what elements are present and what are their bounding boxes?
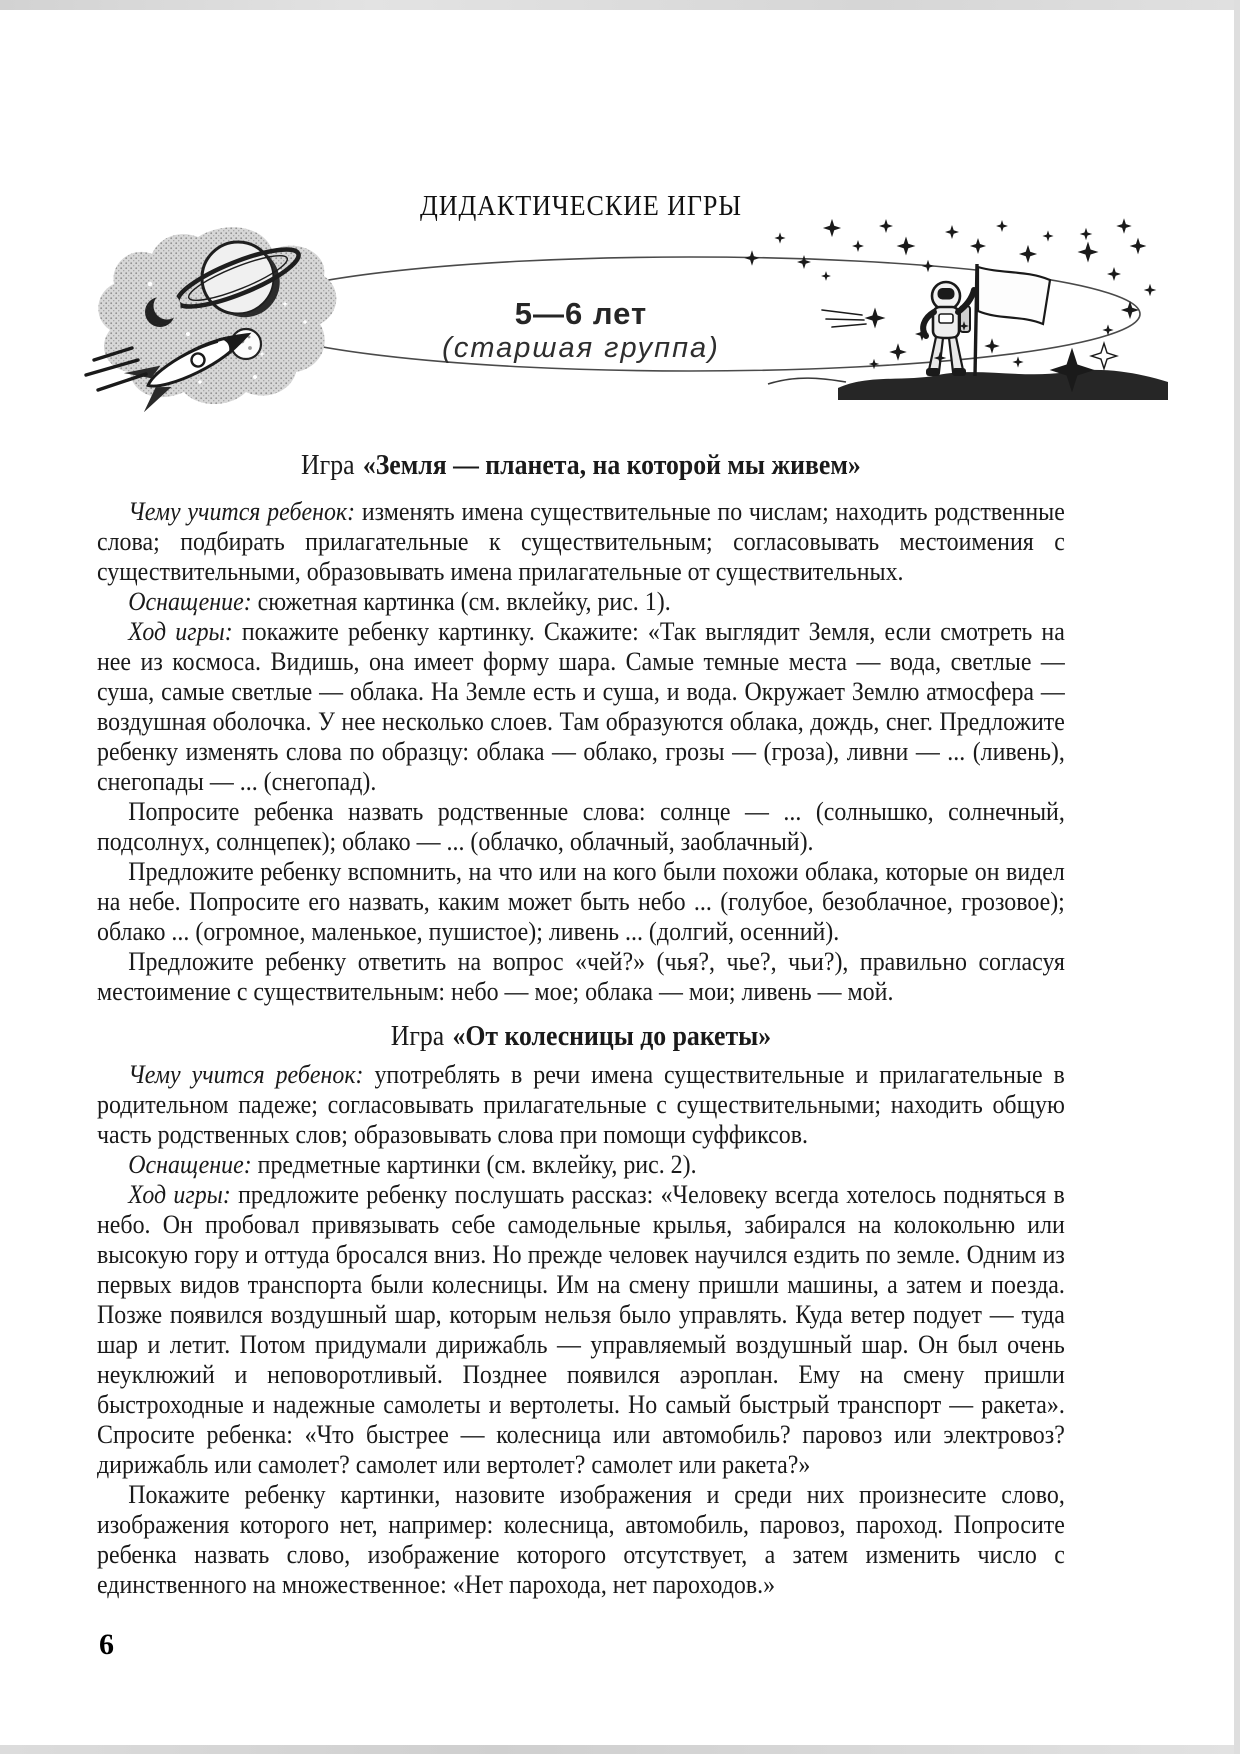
game2-heading-title: «От колесницы до ракеты» [452, 1021, 772, 1052]
paragraph [97, 587, 1065, 617]
paragraph [97, 497, 1065, 587]
paragraph-text: изменять имена существительные по числам; находить родственные слова; подбирать прилагательные к существительным; согласовывать местоимения с существительными, образовывать имена прилагательные от существительных. [97, 497, 1065, 586]
paragraph [97, 617, 1065, 797]
game2-heading-prefix: Игра [390, 1021, 445, 1052]
paragraph [97, 1180, 1065, 1480]
scan-edge-top [0, 0, 1240, 10]
body-text [97, 450, 1065, 1600]
banner-group-label: (старшая группа) [442, 332, 720, 364]
paragraph-text: Предложите ребенку вспомнить, на что или на кого были похожи облака, которые он видел на небе. Попросите его назвать, каким может быть небо ... (голубое, безоблачное, грозовое); облако ... (огромное, маленькое, пушистое); ливень ... (долгий, осенний). [97, 857, 1065, 946]
paragraph-lead: Чему учится ребенок: [128, 497, 356, 526]
paragraph-text: сюжетная картинка (см. вклейку, рис. 1). [251, 587, 671, 616]
banner-age-label: 5—6 лет [514, 296, 648, 331]
paragraph [97, 947, 1065, 1007]
paragraph-text: предложите ребенку послушать рассказ: «Человеку всегда хотелось подняться в небо. Он пробовал привязывать себе самодельные крылья, забирался на колокольню или высокую гору и оттуда бросался вниз. Но прежде человек научился ездить по земле. Одним из первых видов транспорта были колесницы. Им на смену пришли машины, а затем и поезда. Позже появился воздушный шар, которым нельзя было управлять. Куда ветер подует — туда шар и летит. Потом придумали дирижабль — управляемый воздушный шар. Он был очень неуклюжий и неповоротливый. Позднее появился аэроплан. Ему на смену пришли быстроходные и надежные самолеты и вертолеты. Но самый быстрый транспорт — ракета». Спросите ребенка: «Что быстрее — колесница или автомобиль? паровоз или электровоз? дирижабль или самолет? самолет или вертолет? самолет или ракета?» [97, 1180, 1065, 1479]
paragraph-lead: Чему учится ребенок: [128, 1060, 364, 1089]
scan-edge-bottom [0, 1745, 1240, 1754]
paragraph-text: употреблять в речи имена существительные и прилагательные в родительном падеже; согласовывать прилагательные с существительными; находить общую часть родственных слов; образовывать слова при помощи суффиксов. [97, 1060, 1065, 1149]
paragraph-lead: Ход игры: [128, 617, 233, 646]
game2-heading [97, 1021, 1065, 1053]
paragraph [97, 1480, 1065, 1600]
paragraph-lead: Оснащение: [128, 1150, 252, 1179]
paragraph-text: Покажите ребенку картинки, назовите изображения и среди них произнесите слово, изображения которого нет, например: колесница, автомобиль, паровоз, пароход. Попросите ребенка назвать слово, изображение которого отсутствует, а затем изменить число с единственного на множественное: «Нет парохода, нет пароходов.» [97, 1480, 1065, 1599]
paragraph [97, 797, 1065, 857]
page-number: 6 [99, 1628, 114, 1661]
paragraph-text: Попросите ребенка назвать родственные слова: солнце — ... (солнышко, солнечный, подсолнух, солнцепек); облако — ... (облачко, облачный, заоблачный). [97, 797, 1065, 856]
paragraph [97, 1060, 1065, 1150]
paragraph-lead: Ход игры: [128, 1180, 231, 1209]
paragraph-lead: Оснащение: [128, 587, 252, 616]
game1-heading-title: «Земля — планета, на которой мы живем» [362, 450, 861, 481]
page-title: ДИДАКТИЧЕСКИЕ ИГРЫ [420, 190, 742, 222]
paragraph [97, 857, 1065, 947]
game1-heading [97, 450, 1065, 482]
paragraph-text: покажите ребенку картинку. Скажите: «Так выглядит Земля, если смотреть на нее из космоса. Видишь, она имеет форму шара. Самые темные места — вода, светлые — суша, самые светлые — облака. На Земле есть и суша, и вода. Окружает Землю атмосфера — воздушная оболочка. У нее несколько слоев. Там образуются облака, дождь, снег. Предложите ребенку изменять слова по образцу: облака — облако, грозы — (гроза), ливни — ... (ливень), снегопады — ... (снегопад). [97, 617, 1065, 796]
paragraph [97, 1150, 1065, 1180]
game1-heading-prefix: Игра [301, 450, 355, 481]
paragraph-text: Предложите ребенку ответить на вопрос «чей?» (чья?, чье?, чьи?), правильно согласуя местоимение с существительным: небо — мое; облака — мои; ливень — мой. [97, 947, 1065, 1006]
paragraph-text: предметные картинки (см. вклейку, рис. 2). [251, 1150, 697, 1179]
scan-edge-right [1234, 0, 1240, 1754]
moon-surface-icon [768, 370, 1168, 400]
